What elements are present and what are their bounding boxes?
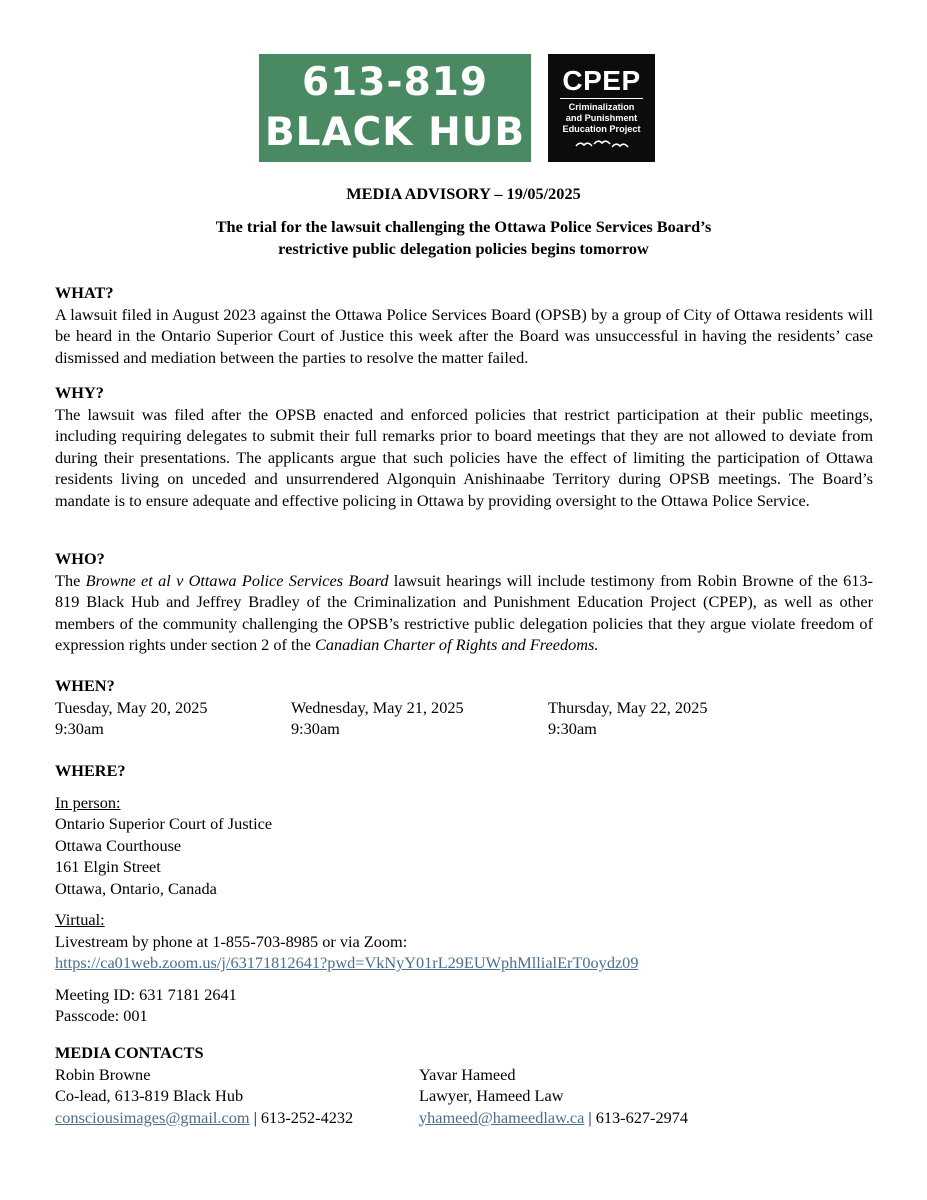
contact-email-2[interactable]: yhameed@hameedlaw.ca <box>419 1107 585 1127</box>
contact-phone-2: | 613-627-2974 <box>584 1107 689 1127</box>
cpep-logo-sub1: Criminalization <box>568 102 635 112</box>
contacts-heading: MEDIA CONTACTS <box>55 1043 204 1062</box>
when-section <box>55 675 873 740</box>
when-dates <box>55 697 873 740</box>
contact-2 <box>419 1064 688 1129</box>
contacts-list <box>55 1064 873 1128</box>
date-time-2: 9:30am <box>291 719 340 738</box>
date-day-3: Thursday, May 22, 2025 <box>548 697 708 717</box>
date-time-1: 9:30am <box>55 719 104 738</box>
date-time-3: 9:30am <box>548 719 597 738</box>
date-day-1: Tuesday, May 20, 2025 <box>55 697 208 717</box>
cpep-logo-title: CPEP <box>562 65 641 96</box>
who-mid: lawsuit hearings will include testimony from Robin Browne of the 613-819 Black Hub and Jeffrey Bradley of the Criminalization and Punishment Education Project (CPEP), as well as other members of the community challenging the OPSB’s restrictive public delegation policies that they argue violate freedom of expression rights under section 2 of the <box>55 570 873 654</box>
headline-line1: The trial for the lawsuit challenging the Ottawa Police Services Board’s <box>215 217 712 236</box>
contact-name-1: Robin Browne <box>55 1064 151 1084</box>
meeting-id: Meeting ID: 631 7181 2641 <box>55 984 237 1004</box>
who-heading: WHO? <box>55 549 105 568</box>
contact-email-1[interactable]: consciousimages@gmail.com <box>55 1107 250 1127</box>
contact-1 <box>55 1064 353 1129</box>
zoom-link[interactable]: https://ca01web.zoom.us/j/63171812641?pwd=VkNyY01rL29EUWphMllialErT0oydz09 <box>55 953 639 972</box>
black-hub-logo <box>259 54 531 162</box>
who-pre: The <box>55 570 86 590</box>
date-day-2: Wednesday, May 21, 2025 <box>291 697 464 717</box>
headline <box>0 216 927 259</box>
address-line-1: Ontario Superior Court of Justice <box>55 814 273 833</box>
case-name: Browne et al v Ottawa Police Services Board <box>85 570 389 590</box>
date-column-3 <box>548 697 707 740</box>
passcode: Passcode: 001 <box>55 1006 148 1025</box>
cpep-logo-sub3: Education Project <box>562 124 641 134</box>
who-body <box>55 570 873 656</box>
livestream-text: Livestream by phone at 1-855-703-8985 or via Zoom: <box>55 931 408 951</box>
contact-role-1: Co-lead, 613-819 Black Hub <box>55 1086 244 1105</box>
contact-line-1 <box>55 1107 353 1129</box>
where-heading: WHERE? <box>55 761 126 780</box>
contact-line-2 <box>419 1107 688 1129</box>
headline-line2: restrictive public delegation policies begins tomorrow <box>278 238 649 258</box>
address-line-2: Ottawa Courthouse <box>55 835 182 855</box>
why-heading: WHY? <box>55 383 104 402</box>
virtual-label: Virtual: <box>55 910 105 929</box>
cpep-logo <box>548 54 655 162</box>
cpep-logo-rule <box>560 98 643 99</box>
what-section <box>55 282 873 368</box>
what-heading: WHAT? <box>55 283 114 302</box>
when-heading: WHEN? <box>55 676 115 695</box>
contact-phone-1: | 613-252-4232 <box>249 1107 354 1127</box>
who-section <box>55 548 873 656</box>
why-section <box>55 382 873 511</box>
cpep-logo-sub2: and Punishment <box>565 113 638 123</box>
charter-name: Canadian Charter of Rights and Freedoms. <box>315 635 599 654</box>
address-line-4: Ottawa, Ontario, Canada <box>55 878 217 898</box>
logo-bar <box>259 54 655 162</box>
birds-icon <box>572 138 632 150</box>
address-line-3: 161 Elgin Street <box>55 857 161 876</box>
advisory-title: MEDIA ADVISORY – 19/05/2025 <box>346 184 581 203</box>
black-hub-logo-line1: 613-819 <box>301 60 488 105</box>
why-body: The lawsuit was filed after the OPSB enacted and enforced policies that restrict participation at their public meetings, including requiring delegates to submit their full remarks prior to board meetings that they are not allowed to deviate from during their presentations. The applicants argue that such policies have the effect of limiting the participation of Ottawa residents living on unceded and unsurrendered Algonquin Anishinaabe Territory during OPSB meetings. The Board’s mandate is to ensure adequate and effective policing in Ottawa by providing oversight to the Ottawa Police Service. <box>55 404 873 510</box>
date-column-2 <box>291 697 464 740</box>
contact-name-2: Yavar Hameed <box>419 1064 516 1084</box>
in-person-label: In person: <box>55 792 121 812</box>
where-section <box>55 760 873 1027</box>
what-body: A lawsuit filed in August 2023 against the Ottawa Police Services Board (OPSB) by a group of City of Ottawa residents will be heard in the Ontario Superior Court of Justice this week after the Board was unsuccessful in having the residents’ case dismissed and mediation between the parties to resolve the matter failed. <box>55 304 873 367</box>
date-column-1 <box>55 697 208 740</box>
black-hub-logo-line2: BLACK HUB <box>264 110 526 155</box>
contact-role-2: Lawyer, Hameed Law <box>419 1086 564 1105</box>
contacts-section <box>55 1042 873 1128</box>
